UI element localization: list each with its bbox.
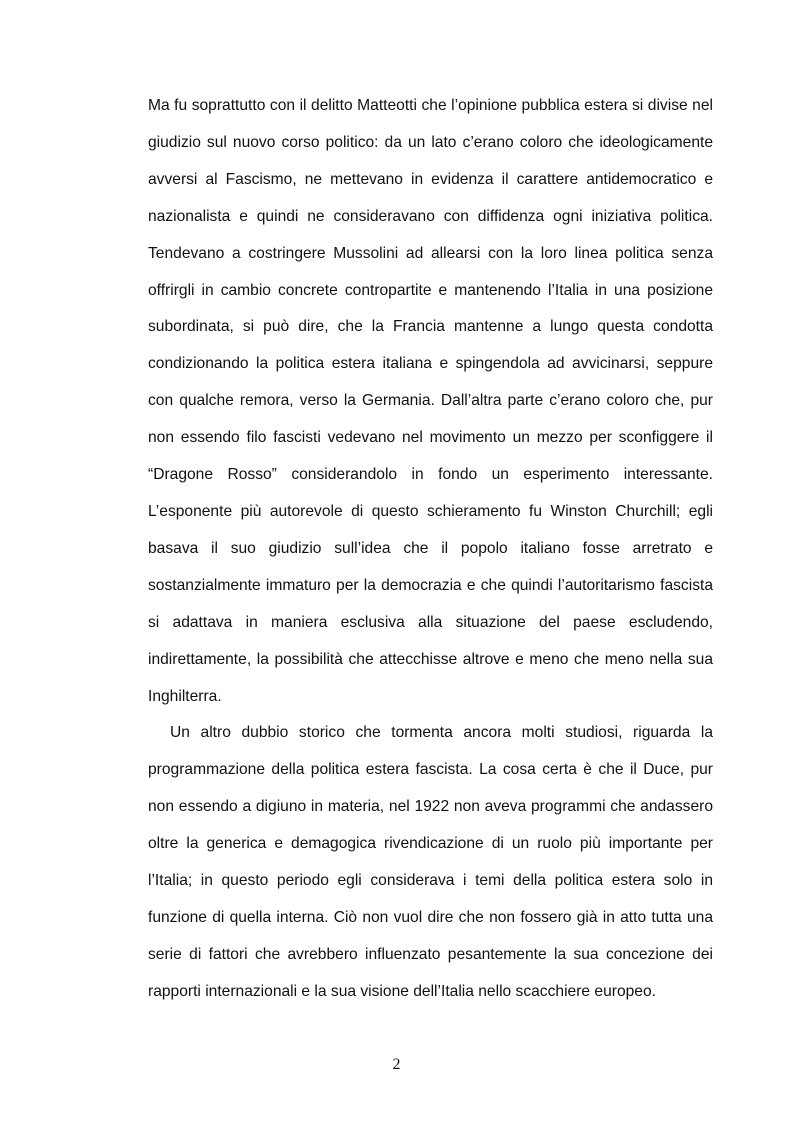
body-text: [148, 88, 713, 1011]
page-number: 2: [392, 1056, 401, 1073]
paragraph-matteotti: Ma fu soprattutto con il delitto Matteotti che l’opinione pubblica estera si divise nel giudizio sul nuovo corso politico: da un lato c’erano coloro che ideologicamente avversi al Fascismo, ne mettevano in evidenza il carattere antidemocratico e nazionalista e quindi ne consideravano con diffidenza ogni iniziativa politica. Tendevano a costringere Mussolini ad allearsi con la loro linea politica senza offrirgli in cambio concrete contropartite e mantenendo l’Italia in una posizione subordinata, si può dire, che la Francia mantenne a lungo questa condotta condizionando la politica estera italiana e spingendola ad avvicinarsi, seppure con qualche remora, verso la Germania. Dall’altra parte c’erano coloro che, pur non essendo filo fascisti vedevano nel movimento un mezzo per sconfiggere il “Dragone Rosso” considerandolo in fondo un esperimento interessante. L’esponente più autorevole di questo schieramento fu Winston Churchill; egli basava il suo giudizio sull’idea che il popolo italiano fosse arretrato e sostanzialmente immaturo per la democrazia e che quindi l’autoritarismo fascista si adattava in maniera esclusiva alla situazione del paese escludendo, indirettamente, la possibilità che attecchisse altrove e meno che meno nella sua Inghilterra.: [148, 97, 713, 705]
paragraph-foreign-policy: Un altro dubbio storico che tormenta ancora molti studiosi, riguarda la programmazione della politica estera fascista. La cosa certa è che il Duce, pur non essendo a digiuno in materia, nel 1922 non aveva programmi che andassero oltre la generica e demagogica rivendicazione di un ruolo più importante per l’Italia; in questo periodo egli considerava i temi della politica estera solo in funzione di quella interna. Ciò non vuol dire che non fossero già in atto tutta una serie di fattori che avrebbero influenzato pesantemente la sua concezione dei rapporti internazionali e la sua visione dell’Italia nello scacchiere europeo.: [148, 724, 713, 1000]
